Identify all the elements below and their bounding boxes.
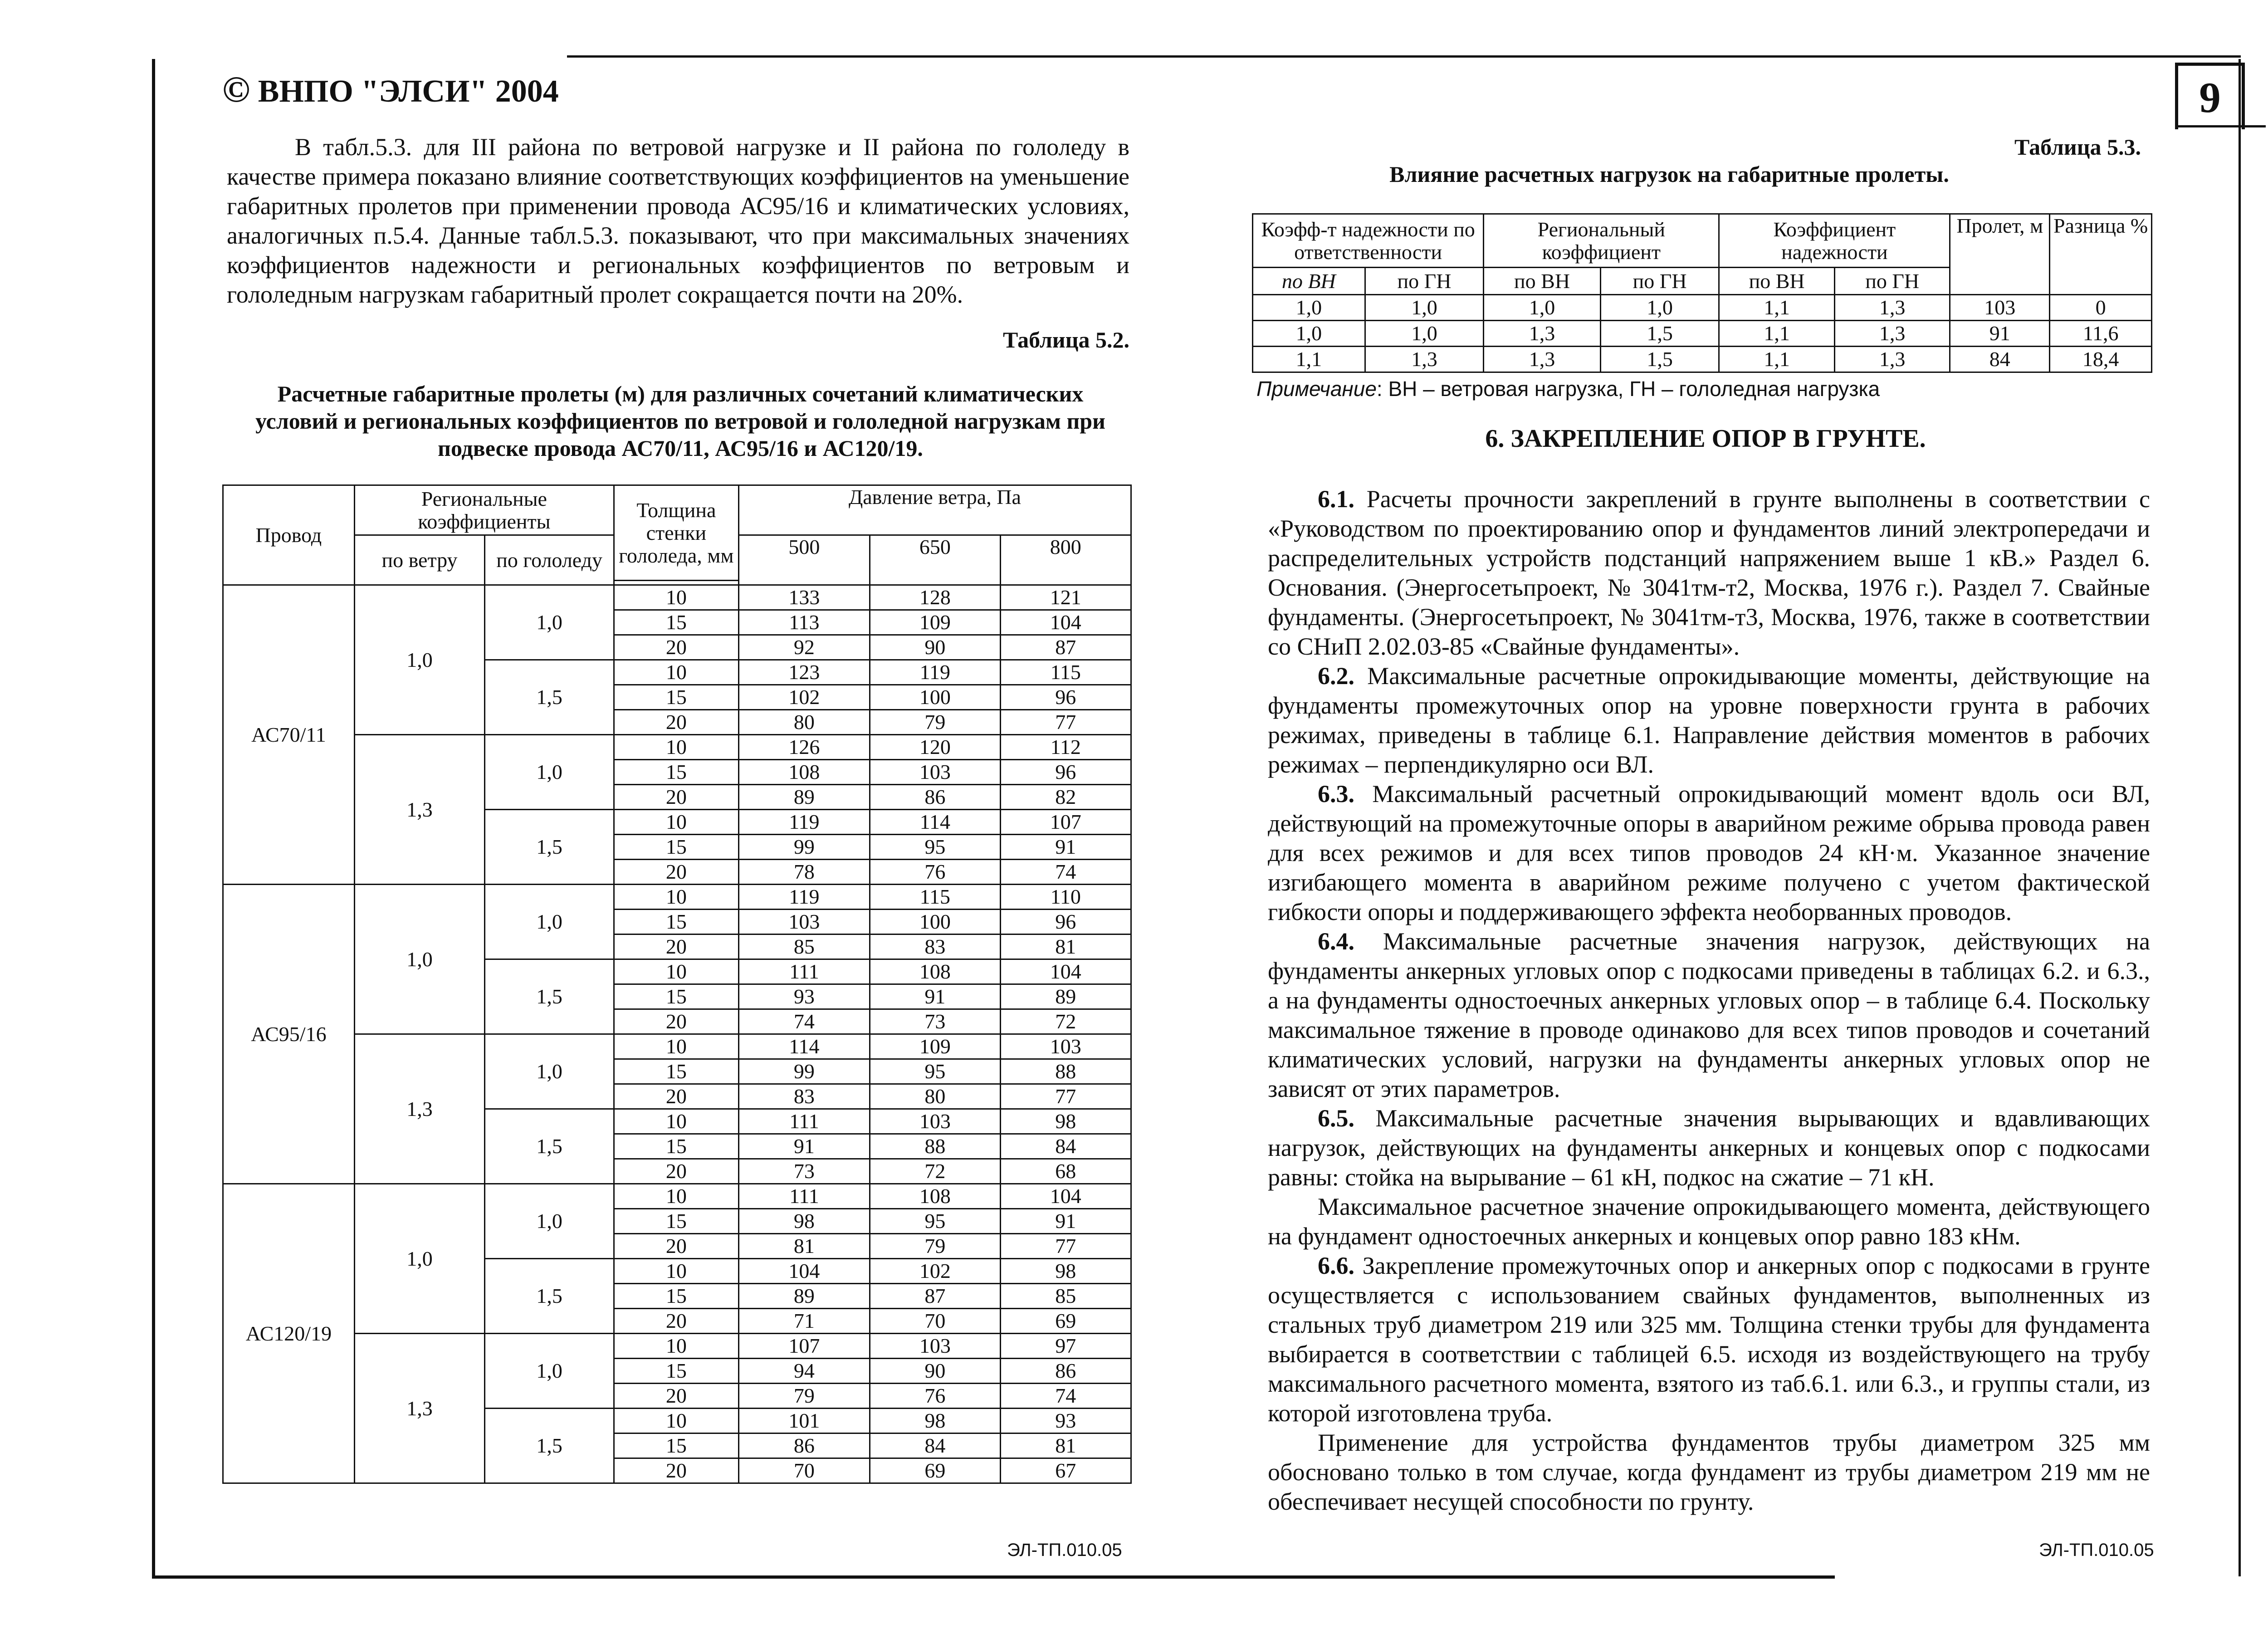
frame-left-line — [152, 59, 155, 1579]
t52-span-cell: 89 — [738, 1284, 870, 1309]
para-6-6 — [1268, 1251, 2150, 1428]
table52 — [222, 484, 1132, 1484]
t52-header-thickness: Толщина стенки гололеда, мм — [614, 485, 738, 581]
para-6-4 — [1268, 927, 2150, 1104]
table53-label: Таблица 5.3. — [2014, 134, 2141, 160]
copyright-icon: © — [222, 68, 250, 110]
t53-sub-gn-2: по ГН — [1600, 268, 1719, 295]
table-row — [1253, 321, 2152, 347]
t52-span-cell: 104 — [1000, 610, 1131, 635]
t52-span-cell: 68 — [1000, 1159, 1131, 1184]
t52-span-cell: 98 — [1000, 1259, 1131, 1284]
t52-thickness-cell: 15 — [614, 984, 738, 1009]
t52-span-cell: 102 — [870, 1259, 1000, 1284]
t52-wind-coef-cell: 1,3 — [354, 735, 485, 885]
t52-thickness-cell: 15 — [614, 835, 738, 860]
t52-thickness-cell: 10 — [614, 959, 738, 984]
t52-span-cell: 74 — [738, 1009, 870, 1034]
t52-span-cell: 77 — [1000, 710, 1131, 735]
t52-ice-coef-cell: 1,0 — [485, 1334, 614, 1409]
t52-span-cell: 67 — [1000, 1458, 1131, 1483]
t52-span-cell: 99 — [738, 1059, 870, 1084]
para-6-6-num: 6.6. — [1318, 1252, 1354, 1279]
t52-ice-coef-cell: 1,5 — [485, 959, 614, 1034]
t52-span-cell: 73 — [870, 1009, 1000, 1034]
para-6-3-text: Максимальный расчетный опрокидывающий момент вдоль оси ВЛ, действующий на промежуточные опоры в аварийном режиме обрыва провода равен для всех режимов и для всех типов проводов 24 кН·м. Указанное значение изгибающего момента в аварийном режиме получено с учетом фактической гибкости опоры и поддерживающего эффекта необорванных проводов. — [1268, 780, 2150, 925]
t53-cell: 1,0 — [1253, 321, 1365, 347]
t52-span-cell: 91 — [738, 1134, 870, 1159]
t52-span-cell: 85 — [1000, 1284, 1131, 1309]
t52-span-cell: 81 — [1000, 1433, 1131, 1458]
t52-thickness-cell: 10 — [614, 1109, 738, 1134]
t52-span-cell: 98 — [1000, 1109, 1131, 1134]
t52-span-cell: 82 — [1000, 785, 1131, 810]
t53-cell: 11,6 — [2050, 321, 2152, 347]
t52-span-cell: 81 — [738, 1234, 870, 1259]
para-6-3 — [1268, 779, 2150, 927]
t52-wind-coef-cell: 1,0 — [354, 885, 485, 1034]
t52-span-cell: 114 — [870, 810, 1000, 835]
t53-header-effect: Коэффициент надежности — [1719, 214, 1950, 268]
t52-span-cell: 88 — [1000, 1059, 1131, 1084]
para-6-4-num: 6.4. — [1318, 928, 1354, 955]
t52-span-cell: 70 — [738, 1458, 870, 1483]
t52-span-cell: 126 — [738, 735, 870, 760]
t52-thickness-cell: 15 — [614, 1059, 738, 1084]
t52-thickness-cell: 10 — [614, 1184, 738, 1209]
t53-header-resp: Коэфф-т надежности по ответственности — [1253, 214, 1484, 268]
t52-thickness-cell: 15 — [614, 685, 738, 710]
t52-span-cell: 89 — [738, 785, 870, 810]
para-6-5b: Максимальное расчетное значение опрокидывающего момента, действующего на фундамент одностоечных анкерных и концевых опор равно 183 кНм. — [1268, 1193, 2150, 1250]
table53-note-label: Примечание — [1256, 377, 1377, 401]
para-6-1 — [1268, 484, 2150, 661]
t52-span-cell: 115 — [870, 885, 1000, 910]
para-6-7: Применение для устройства фундаментов трубы диаметром 325 мм обосновано только в том случае, когда фундамент из трубы диаметром 219 мм не обеспечивает несущей способности по грунту. — [1268, 1429, 2150, 1515]
t52-span-cell: 76 — [870, 1384, 1000, 1409]
t52-span-cell: 96 — [1000, 910, 1131, 934]
t53-cell: 103 — [1950, 295, 2050, 321]
t52-span-cell: 95 — [870, 835, 1000, 860]
t52-wind-coef-cell: 1,0 — [354, 1184, 485, 1334]
t52-span-cell: 110 — [1000, 885, 1131, 910]
t52-span-cell: 109 — [870, 1034, 1000, 1059]
t52-thickness-cell: 10 — [614, 585, 738, 610]
t52-span-cell: 92 — [738, 635, 870, 660]
t52-span-cell: 120 — [870, 735, 1000, 760]
t52-header-pressure: Давление ветра, Па — [738, 485, 1131, 535]
t52-span-cell: 133 — [738, 585, 870, 610]
t52-header-500: 500 — [738, 535, 870, 585]
t52-ice-coef-cell: 1,0 — [485, 1184, 614, 1259]
t52-span-cell: 86 — [870, 785, 1000, 810]
t52-span-cell: 76 — [870, 860, 1000, 885]
t52-span-cell: 98 — [738, 1209, 870, 1234]
t52-span-cell: 103 — [870, 760, 1000, 785]
t52-thickness-cell: 15 — [614, 1284, 738, 1309]
t52-thickness-cell: 10 — [614, 1334, 738, 1359]
t52-thickness-cell: 10 — [614, 1034, 738, 1059]
t52-ice-coef-cell: 1,5 — [485, 1259, 614, 1334]
t53-header-regional: Региональный коэффициент — [1484, 214, 1719, 268]
t52-span-cell: 77 — [1000, 1084, 1131, 1109]
t52-span-cell: 119 — [738, 885, 870, 910]
t52-span-cell: 113 — [738, 610, 870, 635]
t52-span-cell: 77 — [1000, 1234, 1131, 1259]
t52-thickness-cell: 20 — [614, 1009, 738, 1034]
t52-span-cell: 102 — [738, 685, 870, 710]
table-row — [1253, 347, 2152, 372]
t52-thickness-cell: 15 — [614, 1134, 738, 1159]
t52-span-cell: 83 — [738, 1084, 870, 1109]
t52-span-cell: 79 — [870, 1234, 1000, 1259]
t52-ice-coef-cell: 1,5 — [485, 810, 614, 885]
t53-sub-gn-1: по ГН — [1365, 268, 1484, 295]
t52-span-cell: 103 — [738, 910, 870, 934]
t53-cell: 18,4 — [2050, 347, 2152, 372]
t53-cell: 1,3 — [1834, 347, 1950, 372]
t52-thickness-cell: 15 — [614, 760, 738, 785]
t52-wire-cell: АС95/16 — [223, 885, 355, 1184]
para-6-3-num: 6.3. — [1318, 780, 1354, 807]
t52-thickness-cell: 20 — [614, 635, 738, 660]
t53-cell: 1,5 — [1600, 321, 1719, 347]
t52-thickness-cell: 20 — [614, 1234, 738, 1259]
t52-span-cell: 93 — [1000, 1409, 1131, 1433]
t52-span-cell: 104 — [738, 1259, 870, 1284]
t52-span-cell: 72 — [870, 1159, 1000, 1184]
t52-wind-coef-cell: 1,3 — [354, 1334, 485, 1483]
t52-thickness-cell: 15 — [614, 1209, 738, 1234]
t52-span-cell: 80 — [738, 710, 870, 735]
table-row — [223, 585, 1131, 610]
table53-note-text: : ВН – ветровая нагрузка, ГН – гололедная нагрузка — [1376, 377, 1880, 401]
t52-span-cell: 91 — [1000, 1209, 1131, 1234]
t52-span-cell: 79 — [738, 1384, 870, 1409]
t52-span-cell: 96 — [1000, 685, 1131, 710]
t53-sub-vn-3: по ВН — [1719, 268, 1835, 295]
para-6-1-num: 6.1. — [1318, 485, 1354, 513]
t52-span-cell: 89 — [1000, 984, 1131, 1009]
t52-span-cell: 121 — [1000, 585, 1131, 610]
t52-span-cell: 93 — [738, 984, 870, 1009]
section6-body — [1268, 484, 2150, 1516]
t53-cell: 1,0 — [1484, 295, 1601, 321]
t52-span-cell: 115 — [1000, 660, 1131, 685]
para-6-4-text: Максимальные расчетные значения нагрузок, действующих на фундаменты анкерных угловых опор с подкосами приведены в таблицах 6.2. и 6.3., а на фундаменты одностоечных анкерных угловых опор – в таблице 6.4. Поскольку максимальное тяжение в проводе одинаково для всех типов проводов и сочетаний климатических условий, нагрузки на фундаменты анкерных угловых опор не зависят от этих параметров. — [1268, 928, 2150, 1102]
page-header — [222, 68, 559, 111]
t53-cell: 1,5 — [1600, 347, 1719, 372]
para-6-5-text: Максимальные расчетные значения вырывающих и вдавливающих нагрузок, действующих на фундаменты анкерных и концевых опор с подкосами равны: стойка на вырывание – 61 кН, подкос на сжатие – 71 кН. — [1268, 1105, 2150, 1191]
t52-thickness-cell: 10 — [614, 1259, 738, 1284]
t52-thickness-cell: 15 — [614, 1433, 738, 1458]
t52-span-cell: 97 — [1000, 1334, 1131, 1359]
t52-span-cell: 87 — [870, 1284, 1000, 1309]
t52-span-cell: 111 — [738, 1184, 870, 1209]
header-title: ВНПО "ЭЛСИ" 2004 — [258, 74, 559, 109]
t52-thickness-cell: 10 — [614, 885, 738, 910]
para-6-5-num: 6.5. — [1318, 1105, 1354, 1132]
t53-sub-vn-2: по ВН — [1484, 268, 1601, 295]
t52-header-by-wind: по ветру — [354, 535, 485, 585]
t52-span-cell: 100 — [870, 685, 1000, 710]
t52-span-cell: 86 — [738, 1433, 870, 1458]
t52-span-cell: 90 — [870, 1359, 1000, 1384]
t52-span-cell: 90 — [870, 635, 1000, 660]
frame-right-line — [2239, 59, 2241, 1576]
t52-span-cell: 69 — [1000, 1309, 1131, 1334]
t53-cell: 91 — [1950, 321, 2050, 347]
t53-header-diff: Разница % — [2050, 214, 2152, 295]
t52-span-cell: 95 — [870, 1209, 1000, 1234]
t53-cell: 1,3 — [1484, 321, 1601, 347]
table53-note — [1256, 377, 2155, 401]
t52-span-cell: 123 — [738, 660, 870, 685]
table53 — [1252, 213, 2152, 373]
t52-span-cell: 114 — [738, 1034, 870, 1059]
t53-sub-vn-1: по ВН — [1253, 268, 1365, 295]
section6-title: 6. ЗАКРЕПЛЕНИЕ ОПОР В ГРУНТЕ. — [1485, 425, 1926, 453]
table52-caption: Расчетные габаритные пролеты (м) для различных сочетаний климатических условий и региональных коэффициентов по ветровой и гололедной нагрузкам при подвеске провода АС70/11, АС95/16 и АС120/19. — [255, 381, 1105, 461]
t52-span-cell: 74 — [1000, 860, 1131, 885]
t52-span-cell: 108 — [870, 959, 1000, 984]
t52-header-650: 650 — [870, 535, 1000, 585]
t52-span-cell: 128 — [870, 585, 1000, 610]
t52-ice-coef-cell: 1,5 — [485, 1409, 614, 1483]
t53-cell: 1,0 — [1253, 295, 1365, 321]
t52-span-cell: 71 — [738, 1309, 870, 1334]
t52-span-cell: 101 — [738, 1409, 870, 1433]
page-number: 9 — [2175, 63, 2245, 129]
t52-header-800: 800 — [1000, 535, 1131, 585]
para-6-2-num: 6.2. — [1318, 662, 1354, 690]
t53-cell: 1,0 — [1365, 321, 1484, 347]
t52-thickness-cell: 20 — [614, 710, 738, 735]
t52-thickness-cell: 20 — [614, 1084, 738, 1109]
t53-cell: 1,0 — [1600, 295, 1719, 321]
t52-thickness-cell: 15 — [614, 1359, 738, 1384]
table53-caption: Влияние расчетных нагрузок на габаритные пролеты. — [1389, 161, 1949, 187]
t52-span-cell: 80 — [870, 1084, 1000, 1109]
table52-label: Таблица 5.2. — [1002, 327, 1129, 352]
t52-span-cell: 84 — [1000, 1134, 1131, 1159]
t52-thickness-cell: 20 — [614, 860, 738, 885]
footer-left-code: ЭЛ-ТП.010.05 — [1007, 1540, 1122, 1560]
t52-header-wire: Провод — [223, 485, 355, 585]
t52-span-cell: 107 — [1000, 810, 1131, 835]
table-row — [223, 1184, 1131, 1209]
para-6-2 — [1268, 661, 2150, 779]
t52-ice-coef-cell: 1,5 — [485, 1109, 614, 1184]
para-6-1-text: Расчеты прочности закреплений в грунте выполнены в соответствии с «Руководством по проектированию опор и фундаментов линий электропередачи и распределительных устройств подстанций напряжением выше 1 кВ.» Раздел 6. Основания. (Энергосетьпроект, № 3041тм-т2, Москва, 1976 г.). Раздел 7. Свайные фундаменты. (Энергосетьпроект, № 3041тм-т3, Москва, 1976, также в соответствии со СНиП 2.02.03-85 «Свайные фундаменты». — [1268, 485, 2150, 660]
t52-thickness-cell: 20 — [614, 934, 738, 959]
t52-thickness-cell: 20 — [614, 1309, 738, 1334]
t52-span-cell: 85 — [738, 934, 870, 959]
t52-thickness-cell: 10 — [614, 810, 738, 835]
t52-span-cell: 100 — [870, 910, 1000, 934]
t52-span-cell: 95 — [870, 1059, 1000, 1084]
t52-span-cell: 79 — [870, 710, 1000, 735]
t52-ice-coef-cell: 1,0 — [485, 735, 614, 810]
t52-header-regional: Региональные коэффициенты — [354, 485, 614, 535]
para-6-6-text: Закрепление промежуточных опор и анкерных опор с подкосами в грунте осуществляется с использованием свайных фундаментов, выполненных из стальных труб диаметром 219 или 325 мм. Толщина стенки трубы для фундамента выбирается в соответствии с таблицей 6.5. исходя из воздействующего на трубу максимального расчетного момента, взятого из таб.6.1. или 6.3., и группы стали, из которой изготовлена труба. — [1268, 1252, 2150, 1427]
table-row — [223, 1334, 1131, 1359]
t52-span-cell: 69 — [870, 1458, 1000, 1483]
t52-thickness-cell: 20 — [614, 1159, 738, 1184]
t53-cell: 1,1 — [1253, 347, 1365, 372]
t52-ice-coef-cell: 1,0 — [485, 1034, 614, 1109]
t52-thickness-cell: 20 — [614, 1458, 738, 1483]
t52-span-cell: 99 — [738, 835, 870, 860]
t52-span-cell: 73 — [738, 1159, 870, 1184]
t53-cell: 1,0 — [1365, 295, 1484, 321]
page-number-underline — [2175, 125, 2266, 127]
t52-wire-cell: АС120/19 — [223, 1184, 355, 1483]
t52-wire-cell: АС70/11 — [223, 585, 355, 885]
table-row — [223, 735, 1131, 760]
t52-span-cell: 112 — [1000, 735, 1131, 760]
t53-cell: 1,3 — [1484, 347, 1601, 372]
t52-thickness-cell: 10 — [614, 660, 738, 685]
t52-span-cell: 119 — [738, 810, 870, 835]
t52-span-cell: 111 — [738, 959, 870, 984]
t53-cell: 1,3 — [1365, 347, 1484, 372]
t53-cell: 1,1 — [1719, 347, 1835, 372]
t52-span-cell: 84 — [870, 1433, 1000, 1458]
intro-paragraph: В табл.5.3. для III района по ветровой нагрузке и II района по гололеду в качестве примера показано влияние соответствующих коэффициентов на уменьшение габаритных пролетов при применении провода АС95/16 и климатических условиях, аналогичных п.5.4. Данные табл.5.3. показывают, что при максимальных значениях коэффициентов надежности и региональных коэффициентов по ветровым и гололедным нагрузкам габаритный пролет сокращается почти на 20%. — [227, 133, 1129, 308]
table-row — [223, 885, 1131, 910]
t52-span-cell: 78 — [738, 860, 870, 885]
t52-span-cell: 108 — [738, 760, 870, 785]
t53-cell: 1,1 — [1719, 321, 1835, 347]
t53-cell: 0 — [2050, 295, 2152, 321]
t52-span-cell: 91 — [870, 984, 1000, 1009]
t52-wind-coef-cell: 1,0 — [354, 585, 485, 735]
t52-thickness-cell: 15 — [614, 610, 738, 635]
t52-thickness-cell: 10 — [614, 1409, 738, 1433]
t52-span-cell: 104 — [1000, 1184, 1131, 1209]
t52-span-cell: 108 — [870, 1184, 1000, 1209]
t52-ice-coef-cell: 1,0 — [485, 885, 614, 959]
t52-wind-coef-cell: 1,3 — [354, 1034, 485, 1184]
t52-span-cell: 98 — [870, 1409, 1000, 1433]
t52-span-cell: 103 — [870, 1334, 1000, 1359]
t53-cell: 1,3 — [1834, 321, 1950, 347]
table-row — [1253, 295, 2152, 321]
t52-span-cell: 103 — [1000, 1034, 1131, 1059]
t52-thickness-cell: 20 — [614, 785, 738, 810]
t52-span-cell: 91 — [1000, 835, 1131, 860]
t52-span-cell: 72 — [1000, 1009, 1131, 1034]
t52-ice-coef-cell: 1,0 — [485, 585, 614, 660]
t52-span-cell: 88 — [870, 1134, 1000, 1159]
t52-span-cell: 70 — [870, 1309, 1000, 1334]
t52-span-cell: 87 — [1000, 635, 1131, 660]
frame-bottom-line — [152, 1575, 1835, 1579]
t53-sub-gn-3: по ГН — [1834, 268, 1950, 295]
t53-cell: 84 — [1950, 347, 2050, 372]
para-6-2-text: Максимальные расчетные опрокидывающие моменты, действующие на фундаменты промежуточных опор на уровне поверхности грунта в рабочих режимах, приведены в таблице 6.1. Направление действия моментов в рабочих режимах – перпендикулярно оси ВЛ. — [1268, 662, 2150, 778]
t52-span-cell: 119 — [870, 660, 1000, 685]
t52-span-cell: 96 — [1000, 760, 1131, 785]
t52-thickness-cell: 15 — [614, 910, 738, 934]
t52-span-cell: 103 — [870, 1109, 1000, 1134]
t52-header-by-ice: по гололеду — [485, 535, 614, 585]
t52-thickness-cell: 20 — [614, 1384, 738, 1409]
t52-span-cell: 109 — [870, 610, 1000, 635]
frame-top-line — [567, 55, 2241, 58]
t53-cell: 1,3 — [1834, 295, 1950, 321]
t53-cell: 1,1 — [1719, 295, 1835, 321]
t52-span-cell: 81 — [1000, 934, 1131, 959]
table-row — [223, 1034, 1131, 1059]
t52-span-cell: 107 — [738, 1334, 870, 1359]
t53-header-span: Пролет, м — [1950, 214, 2050, 295]
t52-thickness-cell: 10 — [614, 735, 738, 760]
t52-span-cell: 94 — [738, 1359, 870, 1384]
footer-right-code: ЭЛ-ТП.010.05 — [2039, 1540, 2154, 1560]
t52-span-cell: 104 — [1000, 959, 1131, 984]
t52-span-cell: 74 — [1000, 1384, 1131, 1409]
t52-ice-coef-cell: 1,5 — [485, 660, 614, 735]
t52-span-cell: 111 — [738, 1109, 870, 1134]
para-6-5 — [1268, 1104, 2150, 1192]
t52-span-cell: 86 — [1000, 1359, 1131, 1384]
t52-span-cell: 83 — [870, 934, 1000, 959]
